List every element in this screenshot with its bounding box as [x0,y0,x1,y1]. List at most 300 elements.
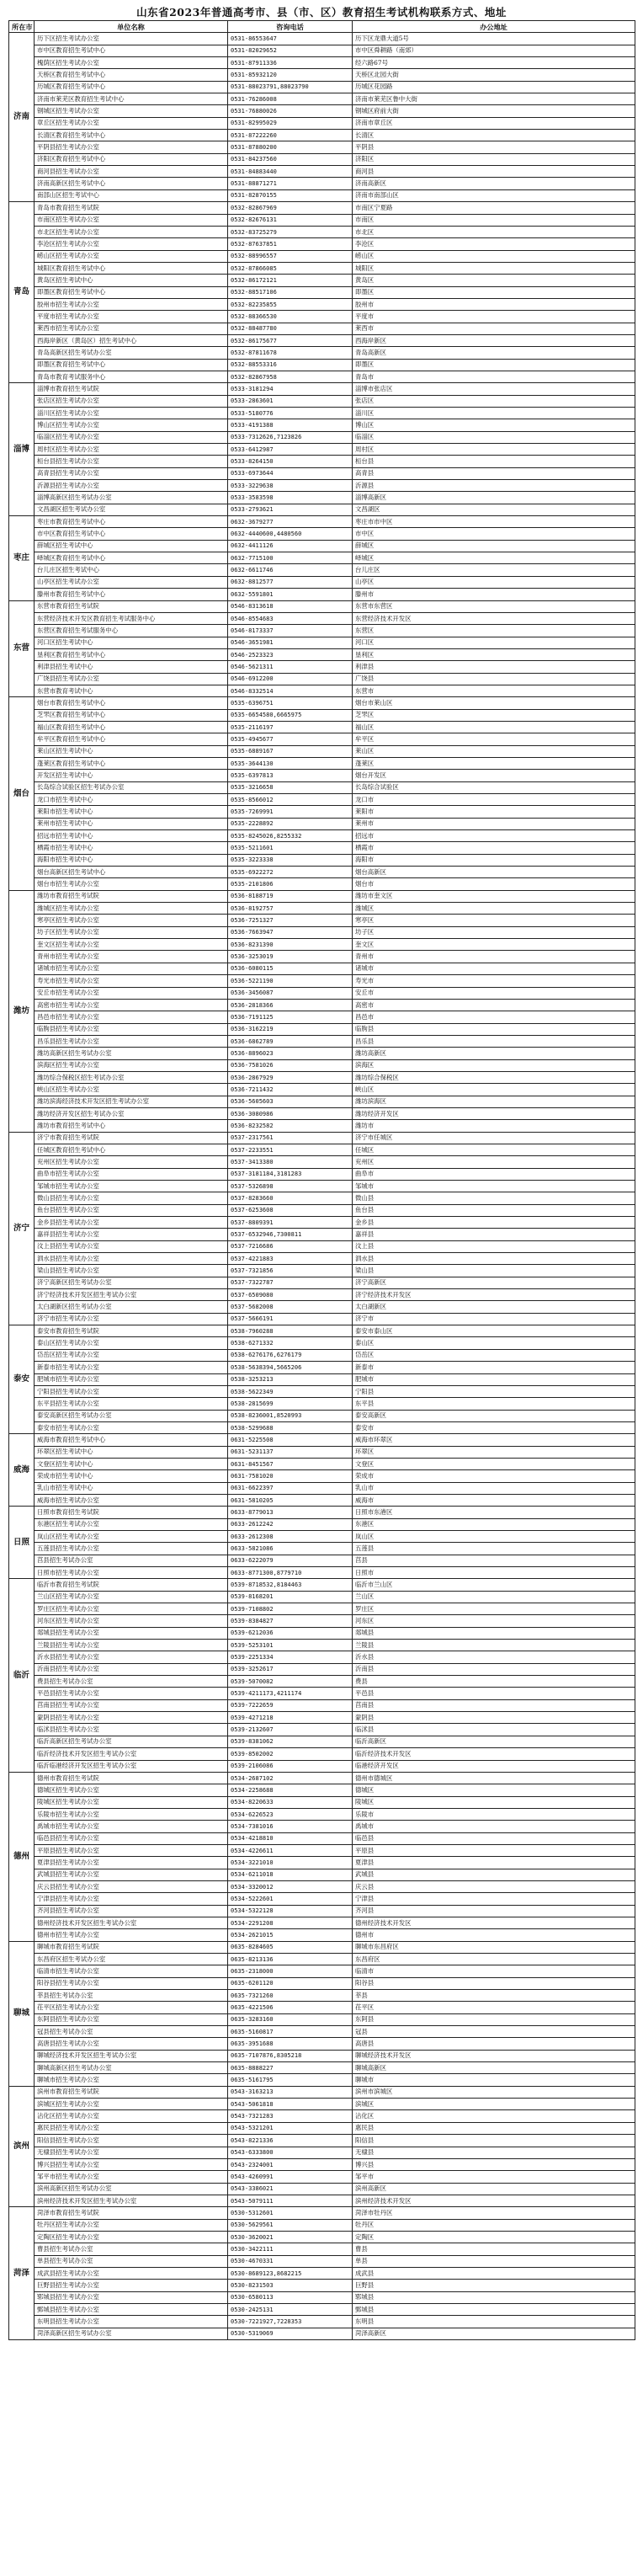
phone-cell: 0536-5605603 [228,1096,353,1107]
unit-cell: 西海岸新区（黄岛区）招生考试中心 [35,334,228,346]
table-row [9,2147,635,2158]
unit-cell: 泰安高新区招生考试办公室 [35,1410,228,1421]
unit-cell: 菏泽高新区招生考试办公室 [35,2328,228,2339]
table-row [9,1023,635,1035]
address-cell: 泰安市泰山区 [353,1325,635,1337]
table-row [9,1192,635,1204]
unit-cell: 薛城区招生考试中心 [35,540,228,552]
address-cell: 招远市 [353,830,635,842]
phone-cell: 0532-87811678 [228,347,353,359]
unit-cell: 日照市教育招生考试院 [35,1507,228,1518]
address-cell: 聊城经济技术开发区 [353,2050,635,2061]
phone-cell: 0632-4440600,4480560 [228,528,353,540]
unit-cell: 滨城区招生考试办公室 [35,2099,228,2110]
unit-cell: 东明县招生考试办公室 [35,2316,228,2328]
address-cell: 菏泽市牡丹区 [353,2207,635,2219]
unit-cell: 烟台市招生考试办公室 [35,878,228,890]
address-cell: 济宁市任城区 [353,1132,635,1144]
address-cell: 临淄区 [353,431,635,443]
table-row [9,890,635,902]
phone-cell: 0631-5810205 [228,1494,353,1506]
table-row [9,806,635,818]
table-row [9,1313,635,1325]
unit-cell: 临邑县招生考试办公室 [35,1832,228,1844]
table-row [9,1071,635,1083]
phone-cell: 0538-5622349 [228,1385,353,1397]
city-cell: 潍坊 [9,890,35,1132]
header-phone: 咨询电话 [228,21,353,33]
unit-cell: 淄博高新区招生考试办公室 [35,492,228,504]
table-row [9,1530,635,1542]
address-cell: 历城区花园路 [353,81,635,93]
table-row [9,2255,635,2267]
address-cell: 烟台开发区 [353,770,635,781]
address-cell: 泰山区 [353,1337,635,1349]
unit-cell: 招远市招生考试中心 [35,830,228,842]
address-cell: 郯城县 [353,1627,635,1639]
phone-cell: 0543-4260991 [228,2171,353,2183]
address-cell: 济南市章丘区 [353,117,635,129]
unit-cell: 聊城市招生考试办公室 [35,2074,228,2086]
unit-cell: 莱西市招生考试办公室 [35,323,228,334]
unit-cell: 惠民县招生考试办公室 [35,2122,228,2134]
table-row [9,1362,635,1373]
phone-cell: 0537-5682008 [228,1301,353,1313]
table-row [9,842,635,854]
table-row [9,1699,635,1711]
table-row [9,721,635,733]
table-row [9,1954,635,1965]
unit-cell: 济宁市教育招生考试院 [35,1132,228,1144]
phone-cell: 0543-2324001 [228,2158,353,2170]
address-cell: 潍坊市 [353,1120,635,1132]
unit-cell: 五莲县招生考试办公室 [35,1543,228,1555]
unit-cell: 历下区招生考试办公室 [35,33,228,45]
phone-cell: 0532-82867969 [228,202,353,214]
phone-cell: 0633-2612242 [228,1518,353,1530]
table-row [9,757,635,769]
unit-cell: 泰安市招生考试办公室 [35,1421,228,1433]
table-row [9,408,635,419]
phone-cell: 0539-7222659 [228,1699,353,1711]
unit-cell: 滨海区招生考试办公室 [35,1059,228,1071]
address-cell: 潍坊经济开发区 [353,1107,635,1119]
address-cell: 无棣县 [353,2147,635,2158]
table-row [9,709,635,721]
table-row [9,130,635,141]
address-cell: 烟台市莱山区 [353,697,635,709]
phone-cell: 0535-2101806 [228,878,353,890]
table-row [9,1941,635,1953]
phone-cell: 0537-5326898 [228,1181,353,1192]
address-cell: 茌平区 [353,2002,635,2013]
address-cell: 烟台市 [353,878,635,890]
unit-cell: 潍坊经济开发区招生考试办公室 [35,1107,228,1119]
phone-cell: 0537-6509080 [228,1289,353,1301]
address-cell: 莘县 [353,1990,635,2002]
address-cell: 广饶县 [353,673,635,685]
address-cell: 张店区 [353,395,635,407]
unit-cell: 枣庄市教育招生考试中心 [35,516,228,528]
unit-cell: 高青县招生考试办公室 [35,467,228,479]
address-cell: 济南市南部山区 [353,189,635,201]
address-cell: 汶上县 [353,1240,635,1252]
address-cell: 阳信县 [353,2135,635,2147]
table-row [9,733,635,745]
phone-cell: 0534-6226523 [228,1808,353,1820]
phone-cell: 0539-8381062 [228,1736,353,1747]
address-cell: 东昌府区 [353,1954,635,1965]
table-row [9,117,635,129]
table-row [9,504,635,515]
unit-cell: 滨州经济技术开发区招生考试办公室 [35,2195,228,2206]
address-cell: 牡丹区 [353,2219,635,2231]
address-cell: 夏津县 [353,1857,635,1869]
address-cell: 诸城市 [353,963,635,974]
unit-cell: 南部山区招生考试中心 [35,189,228,201]
phone-cell: 0635-5160817 [228,2026,353,2038]
address-cell: 文昌湖区 [353,504,635,515]
unit-cell: 新泰市招生考试办公室 [35,1362,228,1373]
table-row [9,1965,635,1977]
address-cell: 平度市 [353,311,635,323]
table-row [9,2316,635,2328]
unit-cell: 东营区教育招生考试服务中心 [35,625,228,637]
unit-cell: 市北区招生考试办公室 [35,226,228,237]
address-cell: 费县 [353,1676,635,1688]
phone-cell: 0530-8689123,8682215 [228,2267,353,2279]
table-row [9,1615,635,1627]
unit-cell: 定陶区招生考试办公室 [35,2231,228,2243]
address-cell: 高青县 [353,467,635,479]
address-cell: 成武县 [353,2267,635,2279]
address-cell: 薛城区 [353,540,635,552]
phone-cell: 0635-4221506 [228,2002,353,2013]
table-row [9,1627,635,1639]
phone-cell: 0532-82676131 [228,214,353,226]
table-row [9,1277,635,1288]
phone-cell: 0533-3181294 [228,383,353,395]
table-row [9,334,635,346]
address-cell: 济宁经济技术开发区 [353,1289,635,1301]
phone-cell: 0531-82029652 [228,45,353,56]
table-row [9,371,635,382]
address-cell: 城阳区 [353,262,635,274]
unit-cell: 寿光市招生考试办公室 [35,975,228,987]
unit-cell: 博兴县招生考试办公室 [35,2158,228,2170]
address-cell: 潍坊市奎文区 [353,890,635,902]
table-row [9,564,635,576]
unit-cell: 牟平区教育招生考试中心 [35,733,228,745]
phone-cell: 0539-8502002 [228,1748,353,1760]
address-cell: 桓台县 [353,456,635,467]
table-row [9,1603,635,1615]
address-cell: 聊城高新区 [353,2062,635,2074]
address-cell: 寿光市 [353,975,635,987]
phone-cell: 0531-87911336 [228,57,353,69]
table-row [9,1059,635,1071]
phone-cell: 0537-7321856 [228,1265,353,1277]
unit-cell: 利津县招生考试中心 [35,661,228,673]
unit-cell: 坊子区招生考试办公室 [35,926,228,938]
phone-cell: 0534-4226611 [228,1844,353,1856]
address-cell: 济宁高新区 [353,1277,635,1288]
unit-cell: 烟台市教育招生考试中心 [35,697,228,709]
table-row [9,2243,635,2255]
table-row [9,1507,635,1518]
phone-cell: 0533-8264150 [228,456,353,467]
table-row [9,1035,635,1047]
city-cell: 淄博 [9,383,35,516]
unit-cell: 岱岳区招生考试办公室 [35,1349,228,1361]
address-cell: 嘉祥县 [353,1229,635,1240]
table-row [9,1567,635,1579]
phone-cell: 0539-8168201 [228,1591,353,1603]
address-cell: 武城县 [353,1869,635,1880]
phone-cell: 0531-76880026 [228,105,353,117]
table-row [9,1832,635,1844]
phone-cell: 0536-7581026 [228,1059,353,1071]
phone-cell: 0536-3162219 [228,1023,353,1035]
unit-cell: 岚山区招生考试办公室 [35,1530,228,1542]
table-row [9,1905,635,1917]
phone-cell: 0635-8284605 [228,1941,353,1953]
address-cell: 青州市 [353,951,635,963]
phone-cell: 0533-3583598 [228,492,353,504]
phone-cell: 0533-6973644 [228,467,353,479]
address-cell: 邹平市 [353,2171,635,2183]
table-row [9,286,635,298]
table-row [9,781,635,793]
phone-cell: 0631-8451567 [228,1458,353,1469]
phone-cell: 0632-5591801 [228,589,353,600]
table-row [9,2219,635,2231]
table-row [9,141,635,153]
phone-cell: 0543-5061818 [228,2099,353,2110]
address-cell: 宁津县 [353,1893,635,1905]
unit-cell: 潍坊高新区招生考试办公室 [35,1048,228,1059]
phone-cell: 0538-5638394,5665206 [228,1362,353,1373]
table-row [9,1880,635,1892]
unit-cell: 市南区招生考试办公室 [35,214,228,226]
phone-cell: 0535-3216658 [228,781,353,793]
phone-cell: 0537-8809391 [228,1217,353,1229]
unit-cell: 泰山区招生考试办公室 [35,1337,228,1349]
table-row [9,1772,635,1784]
phone-cell: 0532-82235855 [228,298,353,310]
unit-cell: 滕州市教育招生考试中心 [35,589,228,600]
unit-cell: 无棣县招生考试办公室 [35,2147,228,2158]
phone-cell: 0537-7216686 [228,1240,353,1252]
address-cell: 五莲县 [353,1543,635,1555]
unit-cell: 潍城区招生考试办公室 [35,903,228,915]
phone-cell: 0534-2621015 [228,1929,353,1941]
address-cell: 临港经济开发区 [353,1760,635,1772]
address-cell: 荣成市 [353,1470,635,1482]
unit-cell: 莱山区招生考试中心 [35,745,228,757]
unit-cell: 东阿县招生考试办公室 [35,2013,228,2025]
address-cell: 德州市 [353,1929,635,1941]
address-cell: 淄博高新区 [353,492,635,504]
address-cell: 潍城区 [353,903,635,915]
table-row [9,1325,635,1337]
address-cell: 烟台高新区 [353,867,635,878]
table-row [9,250,635,262]
table-row [9,685,635,696]
unit-cell: 鱼台县招生考试办公室 [35,1204,228,1216]
address-cell: 沂水县 [353,1651,635,1663]
phone-cell: 0530-3422111 [228,2243,353,2255]
phone-cell: 0546-8313618 [228,600,353,612]
table-row [9,1229,635,1240]
table-row [9,383,635,395]
table-row [9,275,635,286]
city-cell: 烟台 [9,697,35,891]
phone-cell: 0532-88366530 [228,311,353,323]
address-cell: 日照市东港区 [353,1507,635,1518]
table-row [9,878,635,890]
address-cell: 东港区 [353,1518,635,1530]
address-cell: 经六路67号 [353,57,635,69]
phone-cell: 0546-8173337 [228,625,353,637]
unit-cell: 高唐县招生考试办公室 [35,2038,228,2050]
address-cell: 东营市 [353,685,635,696]
table-row [9,2086,635,2098]
table-row [9,673,635,685]
phone-cell: 0635-8888227 [228,2062,353,2074]
address-cell: 莱州市 [353,818,635,829]
unit-cell: 兰山区招生考试办公室 [35,1591,228,1603]
address-cell: 博山区 [353,419,635,431]
phone-cell: 0534-4218810 [228,1832,353,1844]
table-row [9,1579,635,1591]
table-row [9,637,635,648]
phone-cell: 0546-5621311 [228,661,353,673]
phone-cell: 0535-4945677 [228,733,353,745]
unit-cell: 武城县招生考试办公室 [35,1869,228,1880]
address-cell: 东营市东营区 [353,600,635,612]
table-row [9,202,635,214]
table-row [9,189,635,201]
address-cell: 临朐县 [353,1023,635,1035]
unit-cell: 胶州市招生考试办公室 [35,298,228,310]
unit-cell: 兰陵县招生考试办公室 [35,1640,228,1651]
address-cell: 禹城市 [353,1821,635,1832]
unit-cell: 商河县招生考试办公室 [35,166,228,178]
address-cell: 庆云县 [353,1880,635,1892]
table-row [9,1385,635,1397]
unit-cell: 冠县招生考试办公室 [35,2026,228,2038]
address-cell: 微山县 [353,1192,635,1204]
phone-cell: 0536-7191125 [228,1011,353,1023]
unit-cell: 垦利区教育招生考试中心 [35,648,228,660]
unit-cell: 临沂临港经济开发区招生考试办公室 [35,1760,228,1772]
phone-cell: 0539-2251334 [228,1651,353,1663]
address-cell: 菏泽高新区 [353,2328,635,2339]
table-row [9,528,635,540]
unit-cell: 栖霞市招生考试中心 [35,842,228,854]
phone-cell: 0537-6253608 [228,1204,353,1216]
phone-cell: 0633-5821086 [228,1543,353,1555]
address-cell: 兰陵县 [353,1640,635,1651]
address-cell: 市北区 [353,226,635,237]
phone-cell: 0531-85932120 [228,69,353,81]
phone-cell: 0631-5225508 [228,1434,353,1446]
unit-cell: 莱阳市招生考试中心 [35,806,228,818]
phone-cell: 0535-2116197 [228,721,353,733]
phone-cell: 0538-6271332 [228,1337,353,1349]
address-cell: 福山区 [353,721,635,733]
phone-cell: 0535-7269991 [228,806,353,818]
city-cell: 聊城 [9,1941,35,2086]
address-cell: 肥城市 [353,1373,635,1385]
phone-cell: 0533-4191388 [228,419,353,431]
table-row [9,2038,635,2050]
table-row [9,1844,635,1856]
unit-cell: 环翠区招生考试中心 [35,1446,228,1458]
table-row [9,2062,635,2074]
phone-cell: 0539-6212036 [228,1627,353,1639]
unit-cell: 即墨区教育招生考试中心 [35,359,228,371]
address-cell: 聊城市东昌府区 [353,1941,635,1953]
address-cell: 定陶区 [353,2231,635,2243]
address-cell: 临邑县 [353,1832,635,1844]
table-row [9,395,635,407]
unit-cell: 日照市招生考试办公室 [35,1567,228,1579]
phone-cell: 0536-6862789 [228,1035,353,1047]
unit-cell: 山亭区招生考试办公室 [35,576,228,588]
address-cell: 岱岳区 [353,1349,635,1361]
table-row [9,431,635,443]
address-cell: 冠县 [353,2026,635,2038]
phone-cell: 0533-2863601 [228,395,353,407]
phone-cell: 0533-5180776 [228,408,353,419]
unit-cell: 临沂市教育招生考试院 [35,1579,228,1591]
address-cell: 莱山区 [353,745,635,757]
address-cell: 安丘市 [353,987,635,999]
unit-cell: 沂源县招生考试办公室 [35,480,228,492]
unit-cell: 东营市教育考试中心 [35,685,228,696]
phone-cell: 0635-3951688 [228,2038,353,2050]
table-row [9,2026,635,2038]
phone-cell: 0530-5319069 [228,2328,353,2339]
unit-cell: 文登区招生考试中心 [35,1458,228,1469]
unit-cell: 东营经济技术开发区教育招生考试服务中心 [35,612,228,624]
phone-cell: 0536-7211432 [228,1084,353,1096]
phone-cell: 0530-6580113 [228,2291,353,2303]
table-row [9,1011,635,1023]
address-cell: 东营区 [353,625,635,637]
address-cell: 河口区 [353,637,635,648]
unit-cell: 平原县招生考试办公室 [35,1844,228,1856]
address-cell: 东平县 [353,1398,635,1410]
table-row [9,1688,635,1699]
address-cell: 市中区 [353,528,635,540]
phone-cell: 0533-7312626,7123826 [228,431,353,443]
address-cell: 临沂市兰山区 [353,1579,635,1591]
phone-cell: 0530-4670331 [228,2255,353,2267]
table-row [9,2183,635,2195]
table-row [9,1204,635,1216]
table-row [9,1048,635,1059]
unit-cell: 青岛高新区招生考试办公室 [35,347,228,359]
unit-cell: 嘉祥县招生考试办公室 [35,1229,228,1240]
unit-cell: 阳谷县招生考试办公室 [35,1977,228,1989]
phone-cell: 0532-88517106 [228,286,353,298]
unit-cell: 沂南县招生考试办公室 [35,1663,228,1675]
address-cell: 阳谷县 [353,1977,635,1989]
address-cell: 曹县 [353,2243,635,2255]
